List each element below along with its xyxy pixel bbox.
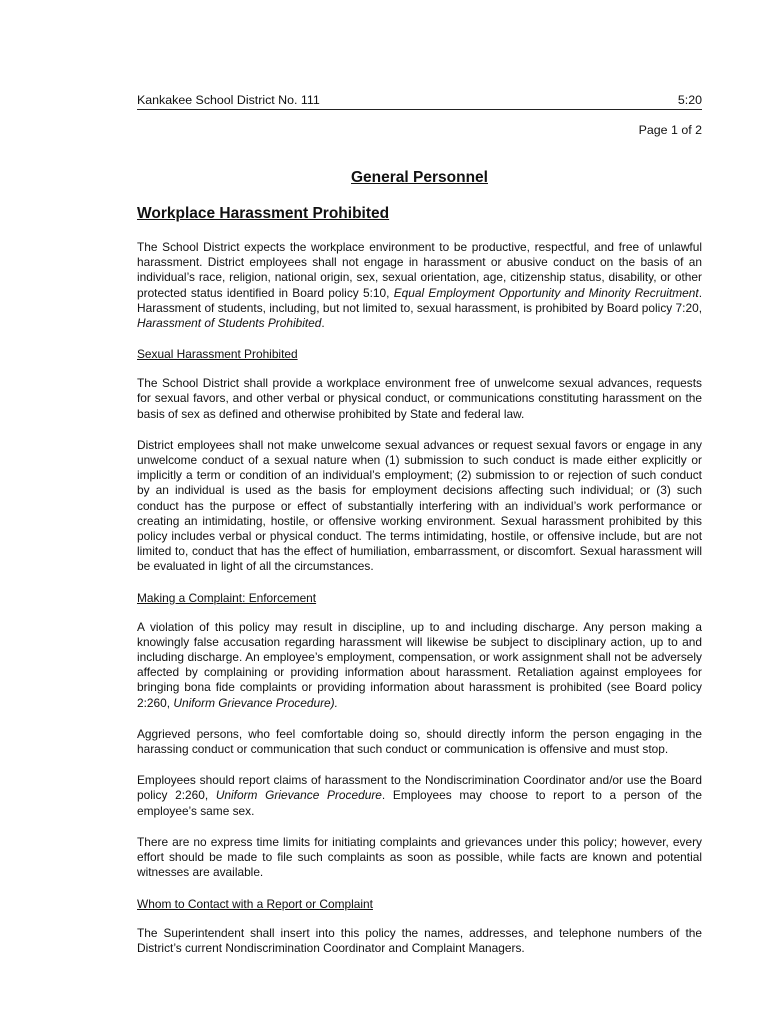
section-heading-complaint: Making a Complaint: Enforcement bbox=[137, 590, 317, 605]
paragraph: The School District shall provide a workplace environment free of unwelcome sexual advances, requests for sexual favors, and other verbal or physical conduct, or communications constituting harassment on the basis of sex as defined and otherwise prohibited by State and federal law. bbox=[137, 376, 702, 421]
section-title: General Personnel bbox=[351, 169, 488, 186]
district-name: Kankakee School District No. 111 bbox=[137, 93, 320, 107]
paragraph: The Superintendent shall insert into this policy the names, addresses, and telephone numbers of the District’s current Nondiscrimination Coordinator and Complaint Managers. bbox=[137, 925, 702, 955]
policy-reference: Equal Employment Opportunity and Minority Recruitment bbox=[393, 285, 699, 300]
policy-title: Workplace Harassment Prohibited bbox=[137, 205, 390, 222]
section-heading-sexual-harassment: Sexual Harassment Prohibited bbox=[137, 347, 298, 362]
intro-paragraph: The School District expects the workplace environment to be productive, respectful, and free of unlawful harassment. District employees shall not engage in harassment or abusive conduct on the basis of an individual’s race, religion, national origin, sex, sexual orientation, age, citizenship status, disability, or other protected status identified in Board policy 5:10, Equal Employment Opportunity and Minority Recruitment. Harassment of students, including, but not limited to, sexual harassment, is prohibited by Board policy 7:20, Harassment of Students Prohibited. bbox=[137, 240, 702, 331]
paragraph: District employees shall not make unwelcome sexual advances or request sexual favors or engage in any unwelcome conduct of a sexual nature when (1) submission to such conduct is made either explicitly or implicitly a term or condition of an individual’s employment; (2) submission to or rejection of such conduct by an individual is used as the basis for employment decisions affecting such individual; or (3) such conduct has the purpose or effect of substantially interfering with an individual’s work performance or creating an intimidating, hostile, or offensive working environment. Sexual harassment prohibited by this policy includes verbal or physical conduct. The terms intimidating, hostile, or offensive include, but are not limited to, conduct that has the effect of humiliation, embarrassment, or discomfort. Sexual harassment will be evaluated in light of all the circumstances. bbox=[137, 437, 702, 574]
policy-reference: Uniform Grievance Procedure). bbox=[173, 695, 338, 710]
policy-number: 5:20 bbox=[677, 93, 702, 107]
policy-body bbox=[137, 240, 702, 972]
policy-reference: Uniform Grievance Procedure bbox=[215, 788, 382, 803]
page-number: Page 1 of 2 bbox=[638, 123, 702, 137]
section-heading-contact: Whom to Contact with a Report or Complaint bbox=[137, 896, 373, 911]
paragraph: There are no express time limits for initiating complaints and grievances under this policy; however, every effort should be made to file such complaints as soon as possible, while facts are known and potential witnesses are available. bbox=[137, 834, 702, 880]
paragraph: Aggrieved persons, who feel comfortable doing so, should directly inform the person engaging in the harassing conduct or communication that such conduct or communication is offensive and must stop. bbox=[137, 726, 702, 757]
header-rule bbox=[137, 109, 702, 110]
paragraph: Employees should report claims of harassment to the Nondiscrimination Coordinator and/or use the Board policy 2:260, Uniform Grievance Procedure. Employees may choose to report to a person of the employee’s same sex. bbox=[137, 773, 703, 818]
policy-reference: Harassment of Students Prohibited bbox=[137, 316, 322, 331]
paragraph: A violation of this policy may result in discipline, up to and including discharge. Any person making a knowingly false accusation regarding harassment will likewise be subject to disciplinary action, up to and including discharge. An employee’s employment, compensation, or work assignment shall not be adversely affected by complaining or providing information about harassment. Retaliation against employees for bringing bona fide complaints or providing information about harassment is prohibited (see Board policy 2:260, Uniform Grievance Procedure). bbox=[137, 619, 702, 710]
